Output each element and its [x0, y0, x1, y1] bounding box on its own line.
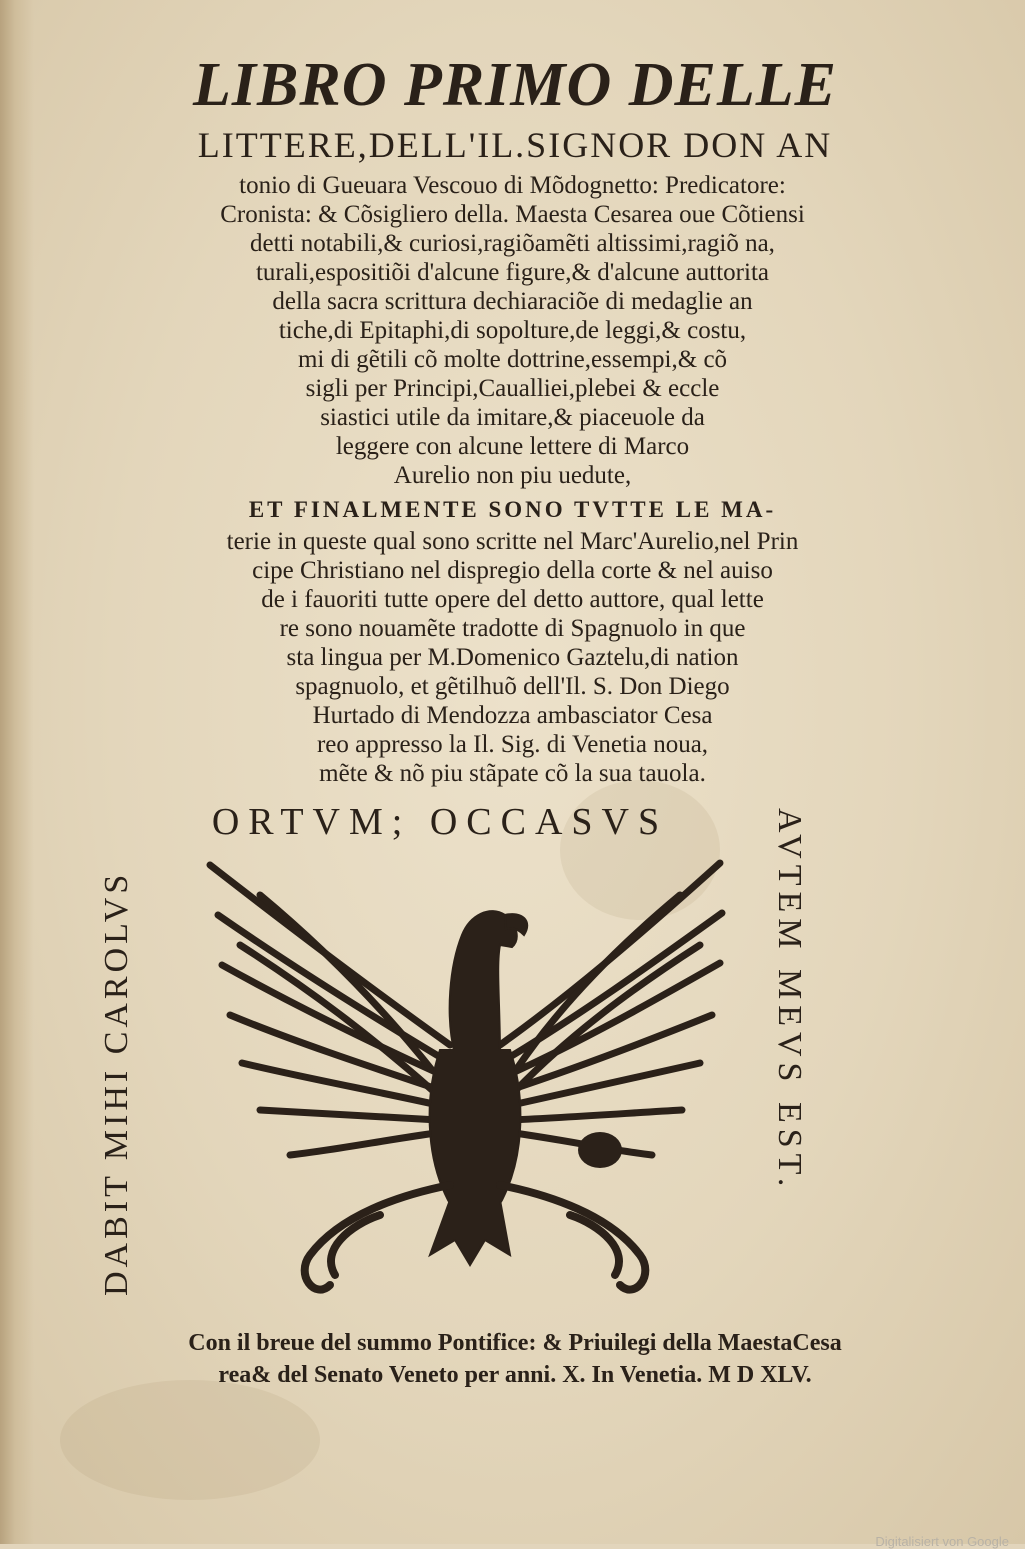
text-line: siastici utile da imitare,& piaceuole da	[320, 404, 705, 431]
eagle-tail	[430, 1200, 510, 1265]
text-line: Cronista: & Cõsigliero della. Maesta Cesarea oue Cõtiensi	[220, 201, 805, 228]
motto-left: DABIT MIHI CAROLVS	[98, 870, 135, 1296]
text-line: terie in queste qual sono scritte nel Marc'Aurelio,nel Prin	[226, 528, 799, 555]
text-line: detti notabili,& curiosi,ragiõamẽti altissimi,ragiõ na,	[250, 230, 775, 257]
text-line: leggere con alcune lettere di Marco	[335, 433, 690, 460]
text-line: Hurtado di Mendozza ambasciator Cesa	[312, 702, 713, 729]
text-line: mi di gẽtili cõ molte dottrine,essempi,& cõ	[297, 346, 728, 373]
motto-top: ORTVM; OCCASVS	[211, 801, 669, 843]
text-line: reo appresso la Il. Sig. di Venetia noua,	[316, 731, 709, 758]
text-line: re sono nouamẽte tradotte di Spagnuolo in que	[279, 615, 746, 642]
section-heading: ET FINALMENTE SONO TVTTE LE MA-	[248, 497, 777, 522]
eagle-head	[450, 911, 517, 1055]
text-line: della sacra scrittura dechiaraciõe di medaglie an	[272, 288, 753, 315]
text-line: turali,espositiõi d'alcune figure,& d'alcune auttorita	[255, 259, 769, 286]
text-line: sigli per Principi,Caualliei,plebei & eccle	[305, 375, 720, 402]
text-line: tonio di Gueuara Vescouo di Mõdognetto: Predicatore:	[239, 172, 786, 199]
digitization-watermark: Digitalisiert von Google	[875, 1534, 1009, 1549]
text-line: spagnuolo, et gẽtilhuõ dell'Il. S. Don Diego	[295, 673, 730, 700]
paper-stain	[60, 1380, 320, 1500]
page-title: LIBRO PRIMO DELLE	[193, 51, 837, 119]
motto-right: AVTEM MEVS EST.	[771, 808, 808, 1193]
text-line: sta lingua per M.Domenico Gaztelu,di nation	[286, 644, 739, 671]
eagle-emblem-icon	[200, 855, 740, 1315]
left-wing	[210, 865, 450, 1155]
right-wing	[500, 863, 722, 1155]
text-line: Aurelio non piu uedute,	[393, 462, 632, 489]
imprint-line: rea& del Senato Veneto per anni. X. In Venetia. M D XLV.	[218, 1362, 812, 1388]
page-subtitle: LITTERE,DELL'IL.SIGNOR DON AN	[197, 125, 833, 165]
imprint-line: Con il breue del summo Pontifice: & Priuilegi della MaestaCesa	[188, 1330, 842, 1356]
text-line: mẽte & nõ piu stãpate cõ la sua tauola.	[319, 760, 706, 787]
text-line: de i fauoriti tutte opere del detto auttore, qual lette	[261, 586, 764, 613]
text-line: tiche,di Epitaphi,di sopolture,de leggi,& costu,	[278, 317, 747, 344]
text-line: cipe Christiano nel dispregio della corte & nel auiso	[252, 557, 773, 584]
